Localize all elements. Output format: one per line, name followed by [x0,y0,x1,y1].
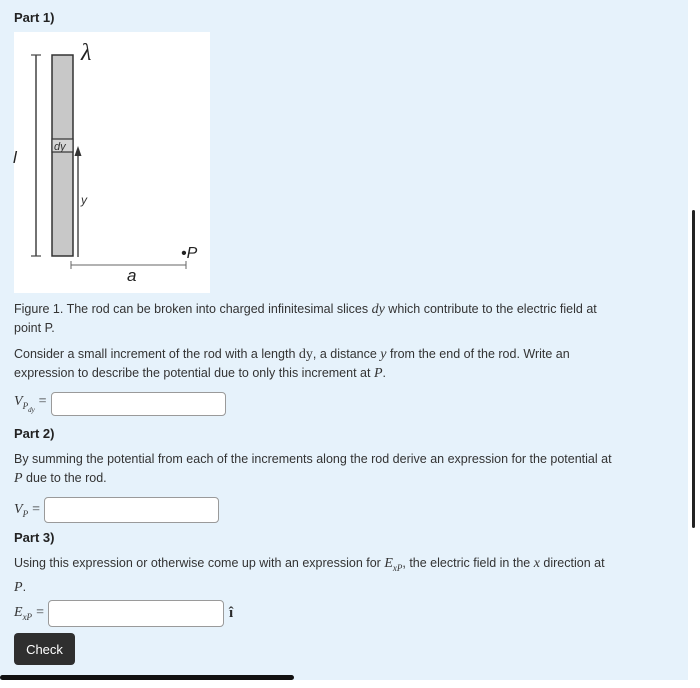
exp-input[interactable] [48,600,224,627]
y-arrow-head [75,146,82,156]
part3-answer-row [14,600,233,627]
part2-title: Part 2) [14,426,55,441]
part3-question: Using this expression or otherwise come up with an expression for $E_{xP}$, the electric field in the x direction at P. [14,556,605,595]
part1-question: Consider a small increment of the rod with a length dy, a distance y from the end of the rod. Write an expression to describe the potential due to only this increment at P. [14,347,570,381]
lambda-label: λ [81,40,92,66]
vertical-scrollbar[interactable] [692,210,695,528]
vp-label: $V_P$ = [14,501,40,519]
part2-question: By summing the potential from each of the increments along the rod derive an expression for the potential at P due to the rod. [14,452,612,486]
dy-label: dy [54,141,66,153]
vp-input[interactable] [44,497,219,523]
rod-diagram [14,32,210,293]
y-label: y [81,193,87,207]
part1-title: Part 1) [14,10,55,25]
point-p-label: •P [181,245,198,262]
distance-label: a [127,266,137,285]
home-indicator-bar [0,675,294,680]
vpdy-label: $V_{P_{dy}}=$ [14,394,47,414]
part3-title: Part 3) [14,530,55,545]
part2-answer-row [14,497,219,523]
part1-answer-row [14,392,226,416]
length-label: l [13,148,17,167]
rod-figure [14,32,210,293]
charged-rod [52,55,73,256]
exp-label: $E_{xP}$ = [14,605,44,622]
check-button[interactable]: Check [14,633,75,665]
vpdy-input[interactable] [51,392,226,416]
figure-caption: Figure 1. The rod can be broken into charged infinitesimal slices dy which contribute to the electric field at point P. [14,302,597,335]
i-hat-unit: î [228,605,234,621]
